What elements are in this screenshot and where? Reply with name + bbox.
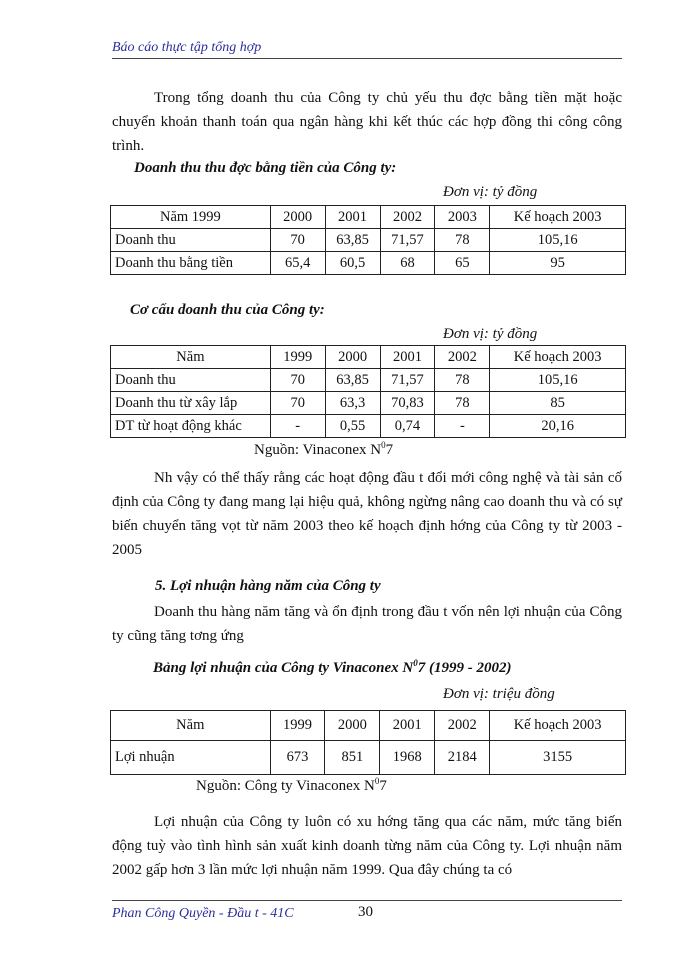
table-cash-revenue <box>110 205 626 275</box>
paragraph-profit-trend: Lợi nhuận của Công ty luôn có xu hớng tăng qua các năm, mức tăng biến động tuỳ vào tình hình sản xuất kinh doanh từng năm của Công ty. Lợi nhuận năm 2002 gấp hơn 3 lần mức lợi nhuận năm 1999. Qua đây chúng ta có <box>112 814 622 878</box>
table3-unit: Đơn vị: triệu đồng <box>443 686 555 702</box>
table-cell: 71,57 <box>380 369 435 392</box>
table2-unit: Đơn vị: tỷ đồng <box>443 326 538 342</box>
table-header-row <box>111 346 626 369</box>
table-header-cell: Kế hoạch 2003 <box>490 206 626 229</box>
table-row <box>111 229 626 252</box>
table-cell: 673 <box>270 741 325 775</box>
footer-author: Phan Công Quyền - Đầu t - 41C <box>112 906 294 921</box>
table-cell: 20,16 <box>490 415 626 438</box>
table-header-cell: Năm 1999 <box>111 206 271 229</box>
table-cell: 60,5 <box>325 252 380 275</box>
table-row <box>111 415 626 438</box>
table-header-cell: 2000 <box>325 711 380 741</box>
table-header-cell: 1999 <box>270 711 325 741</box>
table-cell: 78 <box>435 392 490 415</box>
table-cell: Doanh thu bằng tiền <box>111 252 271 275</box>
table-row <box>111 741 626 775</box>
table1-unit: Đơn vị: tỷ đồng <box>443 184 538 200</box>
table-cell: 1968 <box>380 741 435 775</box>
table-cell: 85 <box>490 392 626 415</box>
table-profit <box>110 710 626 775</box>
table-cell: 63,3 <box>325 392 380 415</box>
table-cell: Doanh thu từ xây lắp <box>111 392 271 415</box>
paragraph-revenue-intro: Trong tổng doanh thu của Công ty chủ yếu thu đợc bằng tiền mặt hoặc chuyển khoản thanh toán qua ngân hàng khi kết thúc các hợp đồng thi công công trình. <box>112 90 622 154</box>
table-row <box>111 392 626 415</box>
table-cell: 65 <box>435 252 490 275</box>
paragraph-profit-intro: Doanh thu hàng năm tăng và ổn định trong đầu t vốn nên lợi nhuận của Công ty cũng tăng tơng ứng <box>112 604 622 644</box>
table-header-cell: 2002 <box>380 206 435 229</box>
table-cell: 65,4 <box>270 252 325 275</box>
table-header-row <box>111 206 626 229</box>
section-heading: 5. Lợi nhuận hàng năm của Công ty <box>155 578 381 594</box>
table-cell: DT từ hoạt động khác <box>111 415 271 438</box>
table-cell: 71,57 <box>380 229 435 252</box>
table-header-cell: Năm <box>111 346 271 369</box>
table-header-cell: 2003 <box>435 206 490 229</box>
table-cell: 70 <box>270 392 325 415</box>
table-cell: Doanh thu <box>111 369 271 392</box>
table-header-row <box>111 711 626 741</box>
table-cell: 0,55 <box>325 415 380 438</box>
table3-title: Bảng lợi nhuận của Công ty Vinaconex $N^07$ (1999 - 2002) <box>153 658 512 676</box>
footer-divider <box>112 900 622 901</box>
table-cell: 78 <box>435 369 490 392</box>
table1-title: Doanh thu thu đợc bằng tiền của Công ty: <box>134 160 397 176</box>
table-header-cell: 2001 <box>325 206 380 229</box>
table-cell: 70 <box>270 229 325 252</box>
table-row <box>111 252 626 275</box>
header-title: Báo cáo thực tập tổng hợp <box>112 40 262 55</box>
table-cell: 851 <box>325 741 380 775</box>
table-cell: 68 <box>380 252 435 275</box>
table-cell: 63,85 <box>325 229 380 252</box>
paragraph-investment-effect: Nh vậy có thể thấy rằng các hoạt động đầu t đổi mới công nghệ và tài sản cố định của Công ty đang mang lại hiệu quả, không ngừng nâng cao doanh thu và có sự biến chuyển tăng vọt từ năm 2003 theo kế hoạch định hớng của Công ty từ 2003 - 2005 <box>112 470 622 558</box>
table-cell: 95 <box>490 252 626 275</box>
table-cell: 63,85 <box>325 369 380 392</box>
table-cell: Doanh thu <box>111 229 271 252</box>
table-cell: 2184 <box>435 741 490 775</box>
page-number: 30 <box>358 904 373 920</box>
table-cell: Lợi nhuận <box>111 741 271 775</box>
table-cell: 78 <box>435 229 490 252</box>
table-cell: - <box>270 415 325 438</box>
table-header-cell: 2001 <box>380 711 435 741</box>
table-header-cell: 1999 <box>270 346 325 369</box>
header-divider <box>112 58 622 59</box>
table-cell: - <box>435 415 490 438</box>
table-cell: 70 <box>270 369 325 392</box>
table-header-cell: 2002 <box>435 711 490 741</box>
table2-title: Cơ cấu doanh thu của Công ty: <box>130 302 325 318</box>
table3-source: Nguồn: Công ty Vinaconex $N^07$ <box>196 776 387 794</box>
table-header-cell: Kế hoạch 2003 <box>490 711 626 741</box>
table-header-cell: 2000 <box>270 206 325 229</box>
table-header-cell: Năm <box>111 711 271 741</box>
table-cell: 105,16 <box>490 229 626 252</box>
table-revenue-structure <box>110 345 626 438</box>
table-row <box>111 369 626 392</box>
table-cell: 0,74 <box>380 415 435 438</box>
table-header-cell: 2001 <box>380 346 435 369</box>
table-cell: 3155 <box>490 741 626 775</box>
table2-source: Nguồn: Vinaconex $N^07$ <box>254 440 394 458</box>
table-cell: 70,83 <box>380 392 435 415</box>
table-header-cell: Kế hoạch 2003 <box>490 346 626 369</box>
table-header-cell: 2000 <box>325 346 380 369</box>
table-header-cell: 2002 <box>435 346 490 369</box>
table-cell: 105,16 <box>490 369 626 392</box>
